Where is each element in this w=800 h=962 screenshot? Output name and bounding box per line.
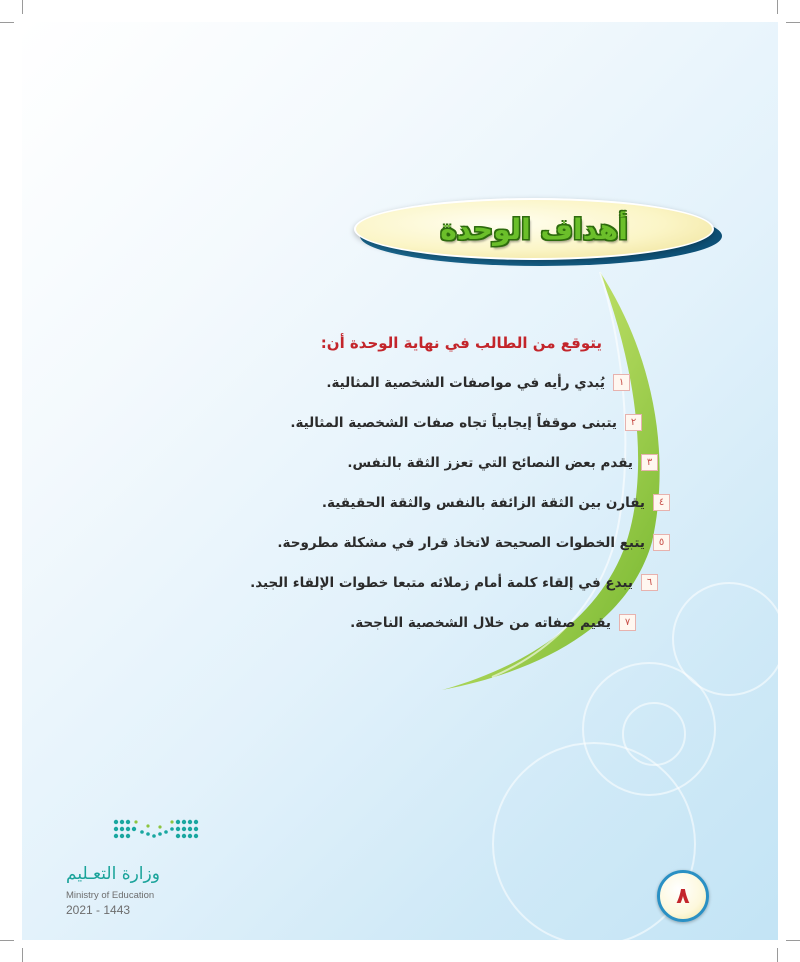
objective-item <box>326 374 630 391</box>
crop-mark <box>0 22 14 23</box>
objective-text: يتبنى موقفاً إيجابياً تجاه صفات الشخصية المثالية. <box>290 414 617 431</box>
crop-mark <box>777 0 778 14</box>
crop-mark <box>777 948 778 962</box>
ministry-dots-icon <box>112 812 202 852</box>
objective-number: ١ <box>613 374 630 391</box>
objective-item <box>322 494 670 511</box>
objective-item <box>350 614 636 631</box>
objective-number: ٢ <box>625 414 642 431</box>
ministry-name-arabic: وزارة التعـليم <box>66 864 160 884</box>
objective-number: ٧ <box>619 614 636 631</box>
objective-item <box>347 454 658 471</box>
objective-text: يبدع في إلقاء كلمة أمام زملائه متبعا خطوات الإلقاء الجيد. <box>250 574 633 591</box>
objective-item <box>250 574 658 591</box>
page-number: ٨ <box>657 870 709 922</box>
crop-mark <box>786 940 800 941</box>
crop-mark <box>22 948 23 962</box>
objective-text: يقارن بين الثقة الزائفة بالنفس والثقة الحقيقية. <box>321 494 645 511</box>
unit-goals-title: أهداف الوحدة <box>440 212 628 246</box>
objective-number: ٤ <box>653 494 670 511</box>
book-page <box>22 22 778 940</box>
academic-year: 2021 - 1443 <box>66 903 131 917</box>
intro-line <box>321 334 602 352</box>
objective-number: ٣ <box>641 454 658 471</box>
title-oval <box>354 198 714 260</box>
leaf-swoosh-icon <box>22 22 778 940</box>
objective-text: يقدم بعض النصائح التي تعزز الثقة بالنفس. <box>347 454 633 471</box>
objective-text: يقيم صفاته من خلال الشخصية الناجحة. <box>350 614 611 631</box>
objective-item <box>290 414 642 431</box>
objective-text: يُبدي رأيه في مواصفات الشخصية المثالية. <box>326 374 605 391</box>
title-banner <box>354 198 726 270</box>
crop-mark <box>22 0 23 14</box>
intro-text: يتوقع من الطالب في نهاية الوحدة أن: <box>320 334 602 352</box>
ministry-name-english: Ministry of Education <box>66 890 155 901</box>
objective-item <box>277 534 670 551</box>
crop-mark <box>0 940 14 941</box>
objective-number: ٥ <box>653 534 670 551</box>
crop-mark <box>786 22 800 23</box>
objective-number: ٦ <box>641 574 658 591</box>
ministry-logo <box>44 810 194 920</box>
objective-text: يتبع الخطوات الصحيحة لاتخاذ قرار في مشكلة مطروحة. <box>277 534 645 551</box>
